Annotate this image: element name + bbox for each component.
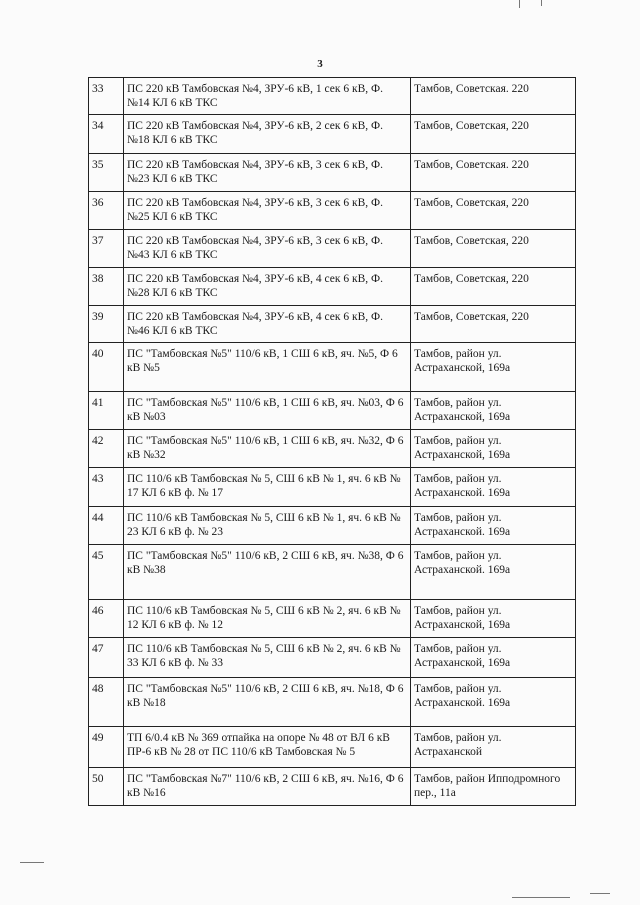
scan-mark-top-right-2 [541,0,542,6]
address-cell: Тамбов, район ул. Астраханской. 169а [411,545,576,600]
object-name-cell: ПС 220 кВ Тамбовская №4, ЗРУ-6 кВ, 1 сек 6 кВ, Ф. №14 КЛ 6 кВ ТКС [124,78,411,115]
row-number-cell: 45 [89,545,124,600]
address-cell: Тамбов, Советская, 220 [411,192,576,230]
row-number-cell: 50 [89,768,124,806]
address-cell: Тамбов, район ул. Астраханской. 169а [411,468,576,507]
object-name-cell: ПС "Тамбовская №5" 110/6 кВ, 1 СШ 6 кВ, яч. №5, Ф 6 кВ №5 [124,343,411,392]
table-row [89,115,576,154]
row-number-cell: 42 [89,430,124,468]
object-name-cell: ПС "Тамбовская №7" 110/6 кВ, 2 СШ 6 кВ, яч. №16, Ф 6 кВ №16 [124,768,411,806]
table-row [89,343,576,392]
table-row [89,154,576,192]
table-row [89,507,576,545]
address-cell: Тамбов, Советская. 220 [411,78,576,115]
object-name-cell: ПС 220 кВ Тамбовская №4, ЗРУ-6 кВ, 3 сек 6 кВ, Ф. №23 КЛ 6 кВ ТКС [124,154,411,192]
row-number-cell: 39 [89,306,124,343]
object-name-cell: ПС 220 кВ Тамбовская №4, ЗРУ-6 кВ, 3 сек 6 кВ, Ф. №25 КЛ 6 кВ ТКС [124,192,411,230]
page-number: 3 [317,58,323,70]
object-name-cell: ПС "Тамбовская №5" 110/6 кВ, 1 СШ 6 кВ, яч. №03, Ф 6 кВ №03 [124,392,411,430]
address-cell: Тамбов, район ул. Астраханской [411,727,576,768]
scan-mark-top-right [519,0,520,8]
row-number-cell: 40 [89,343,124,392]
row-number-cell: 37 [89,230,124,268]
table-row [89,268,576,306]
table-body [89,78,576,806]
table-row [89,768,576,806]
address-cell: Тамбов, Советская, 220 [411,268,576,306]
row-number-cell: 34 [89,115,124,154]
row-number-cell: 47 [89,638,124,678]
address-cell: Тамбов, Советская, 220 [411,115,576,154]
object-name-cell: ПС 110/6 кВ Тамбовская № 5, СШ 6 кВ № 2, яч. 6 кВ № 12 КЛ 6 кВ ф. № 12 [124,600,411,638]
object-name-cell: ПС "Тамбовская №5" 110/6 кВ, 1 СШ 6 кВ, яч. №32, Ф 6 кВ №32 [124,430,411,468]
address-cell: Тамбов, район ул. Астраханской, 169а [411,638,576,678]
scan-mark-bottom-right-2 [590,893,610,894]
address-cell: Тамбов, район ул. Астраханской, 169а [411,392,576,430]
address-cell: Тамбов, район ул. Астраханской. 169а [411,507,576,545]
table-row [89,600,576,638]
row-number-cell: 44 [89,507,124,545]
address-cell: Тамбов, район ул. Астраханской, 169а [411,343,576,392]
facilities-table [88,77,576,806]
table-row [89,430,576,468]
table-row [89,545,576,600]
object-name-cell: ПС 110/6 кВ Тамбовская № 5, СШ 6 кВ № 1, яч. 6 кВ № 23 КЛ 6 кВ ф. № 23 [124,507,411,545]
row-number-cell: 36 [89,192,124,230]
address-cell: Тамбов, район Ипподромного пер., 11а [411,768,576,806]
row-number-cell: 35 [89,154,124,192]
table-row [89,78,576,115]
scan-mark-left-edge [20,862,44,863]
object-name-cell: ПС 110/6 кВ Тамбовская № 5, СШ 6 кВ № 2, яч. 6 кВ № 33 КЛ 6 кВ ф. № 33 [124,638,411,678]
row-number-cell: 49 [89,727,124,768]
address-cell: Тамбов, Советская. 220 [411,154,576,192]
object-name-cell: ПС "Тамбовская №5" 110/6 кВ, 2 СШ 6 кВ, яч. №18, Ф 6 кВ №18 [124,678,411,727]
row-number-cell: 46 [89,600,124,638]
object-name-cell: ПС 220 кВ Тамбовская №4, ЗРУ-6 кВ, 2 сек 6 кВ, Ф. №18 КЛ 6 кВ ТКС [124,115,411,154]
table-row [89,638,576,678]
object-name-cell: ПС 220 кВ Тамбовская №4, ЗРУ-6 кВ, 4 сек 6 кВ, Ф. №28 КЛ 6 кВ ТКС [124,268,411,306]
table-row [89,727,576,768]
table-row [89,306,576,343]
object-name-cell: ПС 220 кВ Тамбовская №4, ЗРУ-6 кВ, 3 сек 6 кВ, Ф. №43 КЛ 6 кВ ТКС [124,230,411,268]
address-cell: Тамбов, район ул. Астраханской, 169а [411,430,576,468]
row-number-cell: 38 [89,268,124,306]
scan-mark-bottom-right [512,897,570,898]
address-cell: Тамбов, район ул. Астраханской. 169а [411,678,576,727]
table-row [89,392,576,430]
object-name-cell: ПС 220 кВ Тамбовская №4, ЗРУ-6 кВ, 4 сек 6 кВ, Ф. №46 КЛ 6 кВ ТКС [124,306,411,343]
table-row [89,468,576,507]
object-name-cell: ПС 110/6 кВ Тамбовская № 5, СШ 6 кВ № 1, яч. 6 кВ № 17 КЛ 6 кВ ф. № 17 [124,468,411,507]
row-number-cell: 41 [89,392,124,430]
object-name-cell: ТП 6/0.4 кВ № 369 отпайка на опоре № 48 от ВЛ 6 кВ ПР-6 кВ № 28 от ПС 110/6 кВ Тамбовская № 5 [124,727,411,768]
table-row [89,192,576,230]
row-number-cell: 48 [89,678,124,727]
object-name-cell: ПС "Тамбовская №5" 110/6 кВ, 2 СШ 6 кВ, яч. №38, Ф 6 кВ №38 [124,545,411,600]
row-number-cell: 33 [89,78,124,115]
address-cell: Тамбов, район ул. Астраханской, 169а [411,600,576,638]
address-cell: Тамбов, Советская, 220 [411,306,576,343]
address-cell: Тамбов, Советская, 220 [411,230,576,268]
table-row [89,678,576,727]
table-row [89,230,576,268]
row-number-cell: 43 [89,468,124,507]
